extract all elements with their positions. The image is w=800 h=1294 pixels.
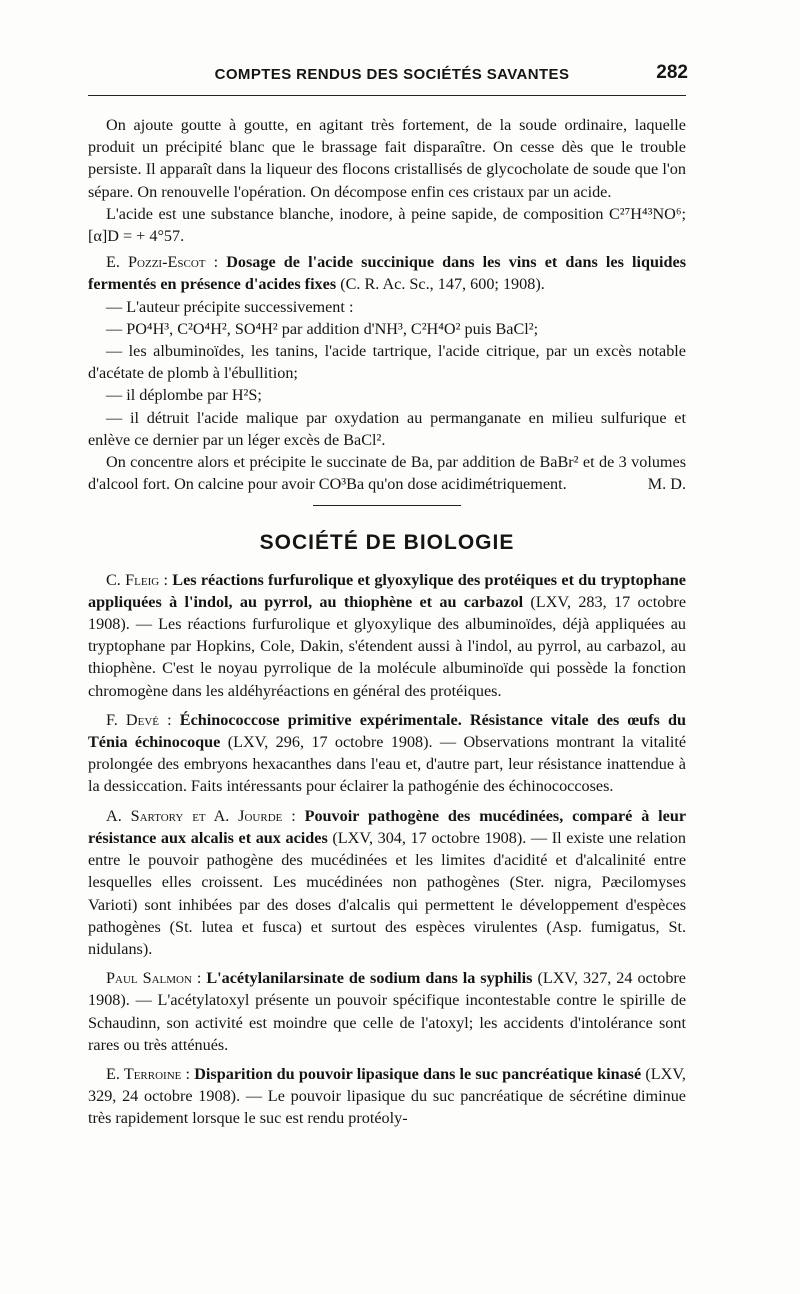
- section-title: SOCIÉTÉ DE BIOLOGIE: [259, 531, 515, 555]
- abstract-deve: [88, 709, 686, 798]
- pozzi-line-3: — les albuminoïdes, les tanins, l'acide tartrique, l'acide citrique, par un excès notable d'acétate de plomb à l'ébullition;: [88, 342, 686, 383]
- deve-title: Échinococcose primitive expérimentale. Résistance vitale des œufs du Ténia échinocoque: [88, 710, 687, 752]
- fleig-title: Les réactions furfurolique et glyoxylique des protéiques et du tryptophane appliquées à l'indol, au pyrrol, au thiophène et au carbazol: [88, 570, 686, 611]
- deve-body: (LXV, 296, 17 octobre 1908). — Observations montrant la vitalité prolongée des embryons hexacanthes dans l'eau et, d'autre part, leur résistance inattendue à la dessiccation. Faits intéressants pour éclairer la pathogénie des échinococcoses.: [88, 733, 687, 796]
- header-rule: [88, 95, 686, 96]
- pozzi-line-5: — il détruit l'acide malique par oxydation au permanganate en milieu sulfurique et enlève ce dernier par un léger excès de BaCl².: [88, 408, 686, 449]
- sartory-body: (LXV, 304, 17 octobre 1908). — Il existe une relation entre le pouvoir pathogène des mucédinées et les limites d'acidité et d'alcalinité entre lesquelles elles croissent. Les mucédinées non pathogènes (Ster. nigra, Pæcilomyses Varioti) sont inhibées par des doses d'alcalis qui permettent le développement d'espèces pathogènes (St. lutea et fusca) et surtout des espèces virulentes (Asp. fumigatus, St. nidulans).: [88, 828, 686, 958]
- pozzi-line-6: [88, 451, 686, 495]
- deve-paragraph: F. Devé : Échinococcose primitive expérimentale. Résistance vitale des œufs du Ténia échinocoque (LXV, 296, 17 octobre 1908). — Observations montrant la vitalité prolongée des embryons hexacanthes dans l'eau et, d'autre part, leur résistance inattendue à la dessiccation. Faits intéressants pour éclairer la pathogénie des échinococcoses.: [88, 710, 687, 796]
- salmon-body: (LXV, 327, 24 octobre 1908). — L'acétylatoxyl présente un pouvoir spécifique incontestable contre le spirille de Schaudinn, son activité est moindre que celle de l'atoxyl; les accidents d'intolérance sont rares ou très atténués.: [88, 969, 686, 1054]
- terroine-paragraph: E. Terroine : Disparition du pouvoir lipasique dans le suc pancréatique kinasé (LXV, 329, 24 octobre 1908). — Le pouvoir lipasique du suc pancréatique de sécrétine diminue très rapidement lorsque le suc est rendu protéoly-: [88, 1064, 686, 1128]
- pozzi-title: Dosage de l'acide succinique dans les vins et dans les liquides fermentés en présence d'acides fixes: [88, 253, 686, 294]
- pozzi-author: E. Pozzi-Escot: [106, 253, 206, 272]
- abstract-pozzi-escot: [88, 251, 686, 495]
- terroine-author: E. Terroine: [106, 1064, 182, 1083]
- salmon-author: Paul Salmon: [106, 969, 192, 988]
- pozzi-line-1: — L'auteur précipite successivement :: [106, 297, 354, 316]
- running-title: COMPTES RENDUS DES SOCIÉTÉS SAVANTES: [214, 66, 570, 83]
- fleig-author: C. Fleig: [106, 570, 160, 589]
- running-head: [88, 58, 696, 88]
- pozzi-line-4: — il déplombe par H²S;: [106, 386, 262, 405]
- pozzi-line-6-text: On concentre alors et précipite le succinate de Ba, par addition de BaBr² et de 3 volumes d'alcool fort. On calcine pour avoir CO³Ba qu'on dose acidimétriquement.: [88, 453, 686, 494]
- pozzi-heading: E. Pozzi-Escot : Dosage de l'acide succinique dans les vins et dans les liquides fermentés en présence d'acides fixes (C. R. Ac. Sc., 147, 600; 1908).: [88, 253, 686, 294]
- intro-paragraph-2: L'acide est une substance blanche, inodore, à peine sapide, de composition C²⁷H⁴³NO⁶; [α]D = + 4°57.: [88, 204, 686, 246]
- terroine-title: Disparition du pouvoir lipasique dans le suc pancréatique kinasé: [194, 1064, 642, 1083]
- salmon-title: L'acétylanilarsinate de sodium dans la syphilis: [206, 969, 533, 988]
- sartory-paragraph: A. Sartory et A. Jourde : Pouvoir pathogène des mucédinées, comparé à leur résistance aux alcalis et aux acides (LXV, 304, 17 octobre 1908). — Il existe une relation entre le pouvoir pathogène des mucédinées et les limites d'acidité et d'alcalinité entre lesquelles elles croissent. Les mucédinées non pathogènes (Ster. nigra, Pæcilomyses Varioti) sont inhibées par des doses d'alcalis qui permettent le développement d'espèces pathogènes (St. lutea et fusca) et surtout des espèces virulentes (Asp. fumigatus, St. nidulans).: [88, 806, 687, 958]
- abstract-sartory-jourde: [88, 805, 686, 960]
- page-number: 282: [656, 62, 688, 83]
- pozzi-signature: M. D.: [647, 475, 686, 494]
- sartory-title: Pouvoir pathogène des mucédinées, comparé à leur résistance aux alcalis et aux acides: [88, 806, 687, 847]
- salmon-paragraph: Paul Salmon : L'acétylanilarsinate de sodium dans la syphilis (LXV, 327, 24 octobre 1908). — L'acétylatoxyl présente un pouvoir spécifique incontestable contre le spirille de Schaudinn, son activité est moindre que celle de l'atoxyl; les accidents d'intolérance sont rares ou très atténués.: [88, 969, 686, 1054]
- deve-author: F. Devé: [106, 710, 159, 729]
- pozzi-line-2: — PO⁴H³, C²O⁴H², SO⁴H² par addition d'NH³, C²H⁴O² puis BaCl²;: [106, 319, 539, 338]
- body-text: [88, 114, 686, 1137]
- sartory-authors: A. Sartory et A. Jourde: [106, 806, 283, 825]
- fleig-body: (LXV, 283, 17 octobre 1908). — Les réactions furfurolique et glyoxylique des albuminoïdes, déjà appliquées au tryptophane par Hopkins, Cole, Dakin, s'étendent aussi à l'indol, au pyrrol, au carbazol, au thiophène. C'est le noyau pyrrolique de la molécule albuminoïde qui possède la fonction chromogène dans les aldéhyréactions en général des protéiques.: [88, 592, 687, 700]
- abstract-fleig: [88, 569, 686, 702]
- terroine-body: (LXV, 329, 24 octobre 1908). — Le pouvoir lipasique du suc pancréatique de sécrétine diminue très rapidement lorsque le suc est rendu protéoly-: [88, 1064, 686, 1128]
- fleig-paragraph: C. Fleig : Les réactions furfurolique et glyoxylique des protéiques et du tryptophane appliquées à l'indol, au pyrrol, au thiophène et au carbazol (LXV, 283, 17 octobre 1908). — Les réactions furfurolique et glyoxylique des albuminoïdes, déjà appliquées au tryptophane par Hopkins, Cole, Dakin, s'étendent aussi à l'indol, au pyrrol, au carbazol, au thiophène. C'est le noyau pyrrolique de la molécule albuminoïde qui possède la fonction chromogène dans les aldéhyréactions en général des protéiques.: [88, 570, 687, 700]
- abstract-salmon: [88, 967, 686, 1056]
- pozzi-reference: (C. R. Ac. Sc., 147, 600; 1908).: [340, 275, 545, 294]
- section-divider: [313, 505, 461, 506]
- intro-paragraph-1: On ajoute goutte à goutte, en agitant très fortement, de la soude ordinaire, laquelle produit un précipité blanc que le brassage fait disparaître. On cesse dès que le trouble persiste. Il apparaît dans la liqueur des flocons cristallisés de glycocholate de soude que l'on sépare. On renouvelle l'opération. On décompose enfin ces cristaux par un acide.: [88, 116, 686, 201]
- abstract-terroine: [88, 1063, 686, 1130]
